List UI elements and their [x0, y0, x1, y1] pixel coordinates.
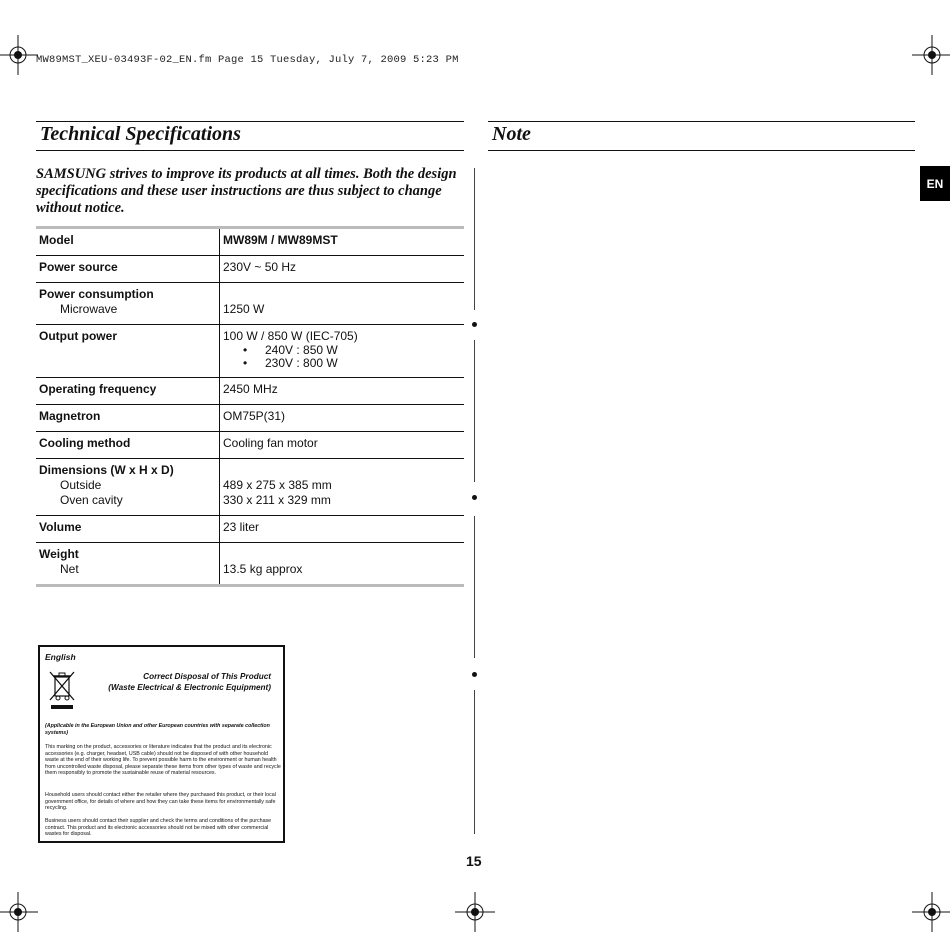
- power-consumption-label: Power consumption: [39, 287, 154, 301]
- margin-dot: [472, 672, 477, 677]
- file-info-header: MW89MST_XEU-03493F-02_EN.fm Page 15 Tuesday, July 7, 2009 5:23 PM: [36, 54, 459, 66]
- specifications-table: [36, 226, 464, 587]
- table-row: [36, 543, 464, 584]
- intro-text: SAMSUNG strives to improve its products at all times. Both the design specifications and these user instructions are thus subject to change without notice.: [36, 166, 457, 216]
- registration-mark-icon: [912, 892, 950, 932]
- title-top-rule: [36, 121, 464, 122]
- weee-subtitle: (Waste Electrical & Electronic Equipment): [108, 683, 271, 692]
- weee-paragraph-2: Household users should contact either the retailer where they purchased this product, or their local government office, for details of where and how they can take these items for environmentally safe recycling.: [45, 792, 276, 812]
- list-item: [223, 357, 461, 370]
- title-bottom-rule: [36, 150, 464, 151]
- page-number: 15: [466, 853, 482, 869]
- table-row: [36, 229, 464, 256]
- note-margin-line: [474, 516, 475, 658]
- cooling-method-label: Cooling method: [39, 436, 131, 450]
- weight-label: Weight: [39, 547, 79, 561]
- note-margin-line: [474, 690, 475, 834]
- registration-mark-icon: [455, 892, 495, 932]
- operating-frequency-value: 2450 MHz: [223, 382, 278, 396]
- weee-notice-box: [38, 645, 285, 843]
- note-bottom-rule: [488, 150, 915, 151]
- output-bullet-230v: 230V : 800 W: [265, 356, 338, 370]
- table-row: [36, 256, 464, 283]
- output-power-value: 100 W / 850 W (IEC-705): [223, 329, 358, 343]
- bullet-icon: •: [243, 356, 248, 370]
- model-value: MW89M / MW89MST: [223, 233, 338, 247]
- table-row: [36, 516, 464, 543]
- power-source-value: 230V ~ 50 Hz: [223, 260, 297, 274]
- weee-applicable-text: (Applicable in the European Union and other European countries with separate collection systems): [45, 723, 270, 736]
- microwave-label: Microwave: [60, 302, 118, 316]
- oven-cavity-label: Oven cavity: [60, 493, 123, 507]
- note-margin-line: [474, 168, 475, 310]
- table-row: [36, 378, 464, 405]
- cooling-method-value: Cooling fan motor: [223, 436, 318, 450]
- weee-paragraph-3: Business users should contact their supplier and check the terms and conditions of the purchase contract. This product and its electronic accessories should not be mixed with other commercial wastes for disposal.: [45, 818, 272, 838]
- volume-value: 23 liter: [223, 520, 260, 534]
- registration-mark-icon: [912, 35, 950, 75]
- oven-cavity-value: 330 x 211 x 329 mm: [223, 493, 331, 507]
- margin-dot: [472, 322, 477, 327]
- table-row: [36, 325, 464, 378]
- registration-mark-icon: [0, 892, 38, 932]
- margin-dot: [472, 495, 477, 500]
- net-value: 13.5 kg approx: [223, 562, 303, 576]
- weee-language-label: English: [45, 652, 76, 662]
- registration-mark-icon: [0, 35, 38, 75]
- bullet-icon: •: [243, 343, 248, 357]
- model-label: Model: [39, 233, 74, 247]
- note-title: Note: [492, 123, 531, 145]
- output-power-label: Output power: [39, 329, 117, 343]
- magnetron-value: OM75P(31): [223, 409, 286, 423]
- operating-frequency-label: Operating frequency: [39, 382, 157, 396]
- volume-label: Volume: [39, 520, 82, 534]
- net-label: Net: [60, 562, 79, 576]
- table-row: [36, 432, 464, 459]
- power-source-label: Power source: [39, 260, 118, 274]
- crossed-out-bin-icon: [47, 669, 77, 711]
- output-bullet-240v: 240V : 850 W: [265, 343, 338, 357]
- language-tab: EN: [920, 166, 950, 201]
- weee-titles: [108, 671, 271, 693]
- table-row: [36, 459, 464, 516]
- outside-value: 489 x 275 x 385 mm: [223, 478, 332, 492]
- dimensions-label: Dimensions (W x H x D): [39, 463, 174, 477]
- weee-title: Correct Disposal of This Product: [143, 672, 271, 681]
- note-margin-line: [474, 340, 475, 482]
- note-top-rule: [488, 121, 915, 122]
- list-item: [223, 344, 461, 357]
- table-row: [36, 283, 464, 325]
- table-row: [36, 405, 464, 432]
- outside-label: Outside: [60, 478, 102, 492]
- page-title: Technical Specifications: [40, 123, 241, 145]
- magnetron-label: Magnetron: [39, 409, 101, 423]
- microwave-value: 1250 W: [223, 302, 265, 316]
- weee-paragraph-1: This marking on the product, accessories or literature indicates that the product and its electronic accessories (e.g. charger, headset, USB cable) should not be disposed of with other household waste at the end of their working life. To prevent possible harm to the environment or human health from uncontrolled waste disposal, please separate these items from other types of waste and recycle them responsibly to promote the sustainable reuse of material resources.: [45, 744, 281, 777]
